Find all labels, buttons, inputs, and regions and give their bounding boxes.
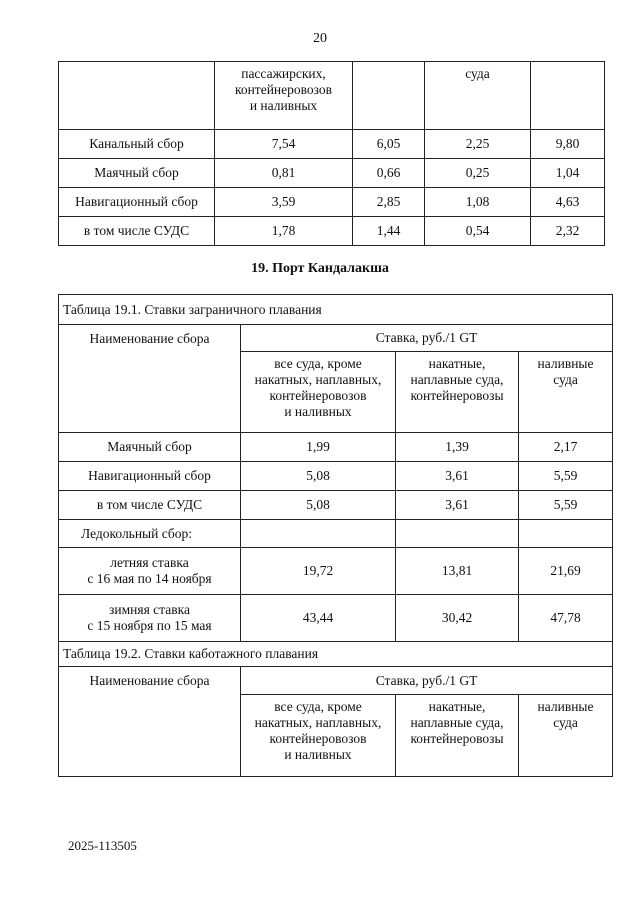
header-cell: суда: [425, 62, 531, 130]
subheader-cell: наливные суда: [519, 352, 613, 433]
table-row: [59, 548, 613, 595]
rate-cell: 6,05: [353, 130, 425, 159]
subheader-cell: накатные, наплавные суда, контейнеровозы: [396, 352, 519, 433]
table-row: [59, 520, 613, 548]
fee-name: Маячный сбор: [59, 159, 215, 188]
table-header-row: [59, 62, 605, 130]
fee-name: в том числе СУДС: [59, 491, 241, 520]
rate-header: Ставка, руб./1 GT: [241, 325, 613, 352]
table-row: [59, 433, 613, 462]
fee-name: в том числе СУДС: [59, 217, 215, 246]
fee-name: летняя ставка с 16 мая по 14 ноября: [59, 548, 241, 595]
column-header: Наименование сбора: [59, 667, 241, 777]
rate-cell: 3,59: [215, 188, 353, 217]
subheader-cell: все суда, кроме накатных, наплавных, контейнеровозов и наливных: [241, 352, 396, 433]
rate-cell: 2,17: [519, 433, 613, 462]
rate-cell: 0,54: [425, 217, 531, 246]
subheader-cell: накатные, наплавные суда, контейнеровозы: [396, 695, 519, 777]
rate-cell: 5,08: [241, 491, 396, 520]
rate-cell: 1,44: [353, 217, 425, 246]
document-code: 2025-113505: [68, 838, 137, 853]
rate-cell: 47,78: [519, 595, 613, 642]
page-number: 20: [313, 31, 327, 46]
rate-cell: 1,04: [531, 159, 605, 188]
table-header-row: [59, 325, 613, 352]
rate-cell: 2,32: [531, 217, 605, 246]
rate-cell: 9,80: [531, 130, 605, 159]
rate-cell: 2,25: [425, 130, 531, 159]
header-cell: [353, 62, 425, 130]
rate-cell: 4,63: [531, 188, 605, 217]
table-row: [59, 217, 605, 246]
icebreak-label: Ледокольный сбор:: [59, 520, 241, 548]
fee-name: зимняя ставка с 15 ноября по 15 мая: [59, 595, 241, 642]
table-row: [59, 595, 613, 642]
rate-cell: 1,99: [241, 433, 396, 462]
subheader-cell: наливные суда: [519, 695, 613, 777]
fee-name: Навигационный сбор: [59, 462, 241, 491]
header-cell: [531, 62, 605, 130]
tariff-table-continued: [58, 61, 605, 246]
header-cell: [59, 62, 215, 130]
rate-cell: 19,72: [241, 548, 396, 595]
rate-cell: 3,61: [396, 491, 519, 520]
table-row: [59, 462, 613, 491]
fee-name: Канальный сбор: [59, 130, 215, 159]
empty-cell: [396, 520, 519, 548]
rate-cell: 0,25: [425, 159, 531, 188]
rate-cell: 13,81: [396, 548, 519, 595]
rate-cell: 30,42: [396, 595, 519, 642]
table-row: [59, 491, 613, 520]
table-row: [59, 188, 605, 217]
rate-cell: 5,08: [241, 462, 396, 491]
table-title: Таблица 19.2. Ставки каботажного плавания: [59, 642, 613, 667]
rate-cell: 5,59: [519, 491, 613, 520]
table-title-row: [59, 295, 613, 325]
table-row: [59, 159, 605, 188]
rate-cell: 1,08: [425, 188, 531, 217]
rate-cell: 3,61: [396, 462, 519, 491]
rate-cell: 43,44: [241, 595, 396, 642]
rate-cell: 1,39: [396, 433, 519, 462]
header-cell: пассажирских, контейнеровозов и наливных: [215, 62, 353, 130]
fee-name: Навигационный сбор: [59, 188, 215, 217]
rate-cell: 2,85: [353, 188, 425, 217]
rate-cell: 0,66: [353, 159, 425, 188]
column-header: Наименование сбора: [59, 325, 241, 433]
port-kandalaksha-table: [58, 294, 613, 777]
rate-header: Ставка, руб./1 GT: [241, 667, 613, 695]
table-title-row: [59, 642, 613, 667]
empty-cell: [519, 520, 613, 548]
table-row: [59, 130, 605, 159]
rate-cell: 0,81: [215, 159, 353, 188]
rate-cell: 21,69: [519, 548, 613, 595]
section-heading: 19. Порт Кандалакша: [251, 261, 389, 276]
subheader-cell: все суда, кроме накатных, наплавных, контейнеровозов и наливных: [241, 695, 396, 777]
fee-name: Маячный сбор: [59, 433, 241, 462]
rate-cell: 1,78: [215, 217, 353, 246]
rate-cell: 5,59: [519, 462, 613, 491]
table-header-row: [59, 667, 613, 695]
empty-cell: [241, 520, 396, 548]
rate-cell: 7,54: [215, 130, 353, 159]
table-title: Таблица 19.1. Ставки заграничного плавания: [59, 295, 613, 325]
